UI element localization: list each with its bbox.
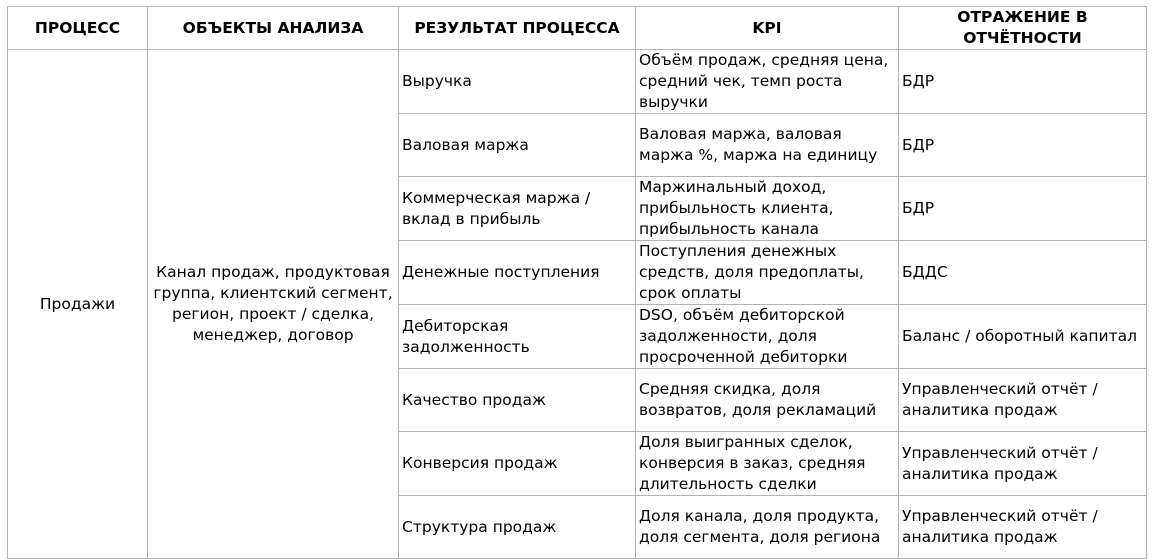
objects-cell: Канал продаж, продуктовая группа, клиентский сегмент, регион, проект / сделка, менеджер, договор xyxy=(148,50,399,559)
result-cell: Дебиторская задолженность xyxy=(399,305,636,369)
kpi-cell: Объём продаж, средняя цена, средний чек, темп роста выручки xyxy=(636,50,899,114)
report-cell: БДДС xyxy=(899,241,1147,305)
report-cell: БДР xyxy=(899,50,1147,114)
report-cell: БДР xyxy=(899,114,1147,177)
kpi-cell: Маржинальный доход, прибыльность клиента, прибыльность канала xyxy=(636,177,899,241)
report-cell: БДР xyxy=(899,177,1147,241)
header-kpi: KPI xyxy=(636,7,899,50)
header-process: ПРОЦЕСС xyxy=(8,7,148,50)
report-cell: Управленческий отчёт / аналитика продаж xyxy=(899,496,1147,559)
kpi-cell: Поступления денежных средств, доля предоплаты, срок оплаты xyxy=(636,241,899,305)
report-cell: Управленческий отчёт / аналитика продаж xyxy=(899,432,1147,496)
result-cell: Денежные поступления xyxy=(399,241,636,305)
result-cell: Выручка xyxy=(399,50,636,114)
report-cell: Управленческий отчёт / аналитика продаж xyxy=(899,369,1147,432)
header-result: РЕЗУЛЬТАТ ПРОЦЕССА xyxy=(399,7,636,50)
result-cell: Коммерческая маржа / вклад в прибыль xyxy=(399,177,636,241)
kpi-cell: Доля канала, доля продукта, доля сегмента, доля региона xyxy=(636,496,899,559)
sales-process-table xyxy=(7,6,1147,559)
kpi-cell: Средняя скидка, доля возвратов, доля рекламаций xyxy=(636,369,899,432)
result-cell: Валовая маржа xyxy=(399,114,636,177)
kpi-cell: Валовая маржа, валовая маржа %, маржа на единицу xyxy=(636,114,899,177)
result-cell: Качество продаж xyxy=(399,369,636,432)
result-cell: Структура продаж xyxy=(399,496,636,559)
header-row xyxy=(8,7,1147,50)
table-row xyxy=(8,50,1147,114)
process-cell: Продажи xyxy=(8,50,148,559)
header-objects: ОБЪЕКТЫ АНАЛИЗА xyxy=(148,7,399,50)
kpi-cell: Доля выигранных сделок, конверсия в заказ, средняя длительность сделки xyxy=(636,432,899,496)
result-cell: Конверсия продаж xyxy=(399,432,636,496)
kpi-cell: DSO, объём дебиторской задолженности, доля просроченной дебиторки xyxy=(636,305,899,369)
header-report: ОТРАЖЕНИЕ В ОТЧЁТНОСТИ xyxy=(899,7,1147,50)
report-cell: Баланс / оборотный капитал xyxy=(899,305,1147,369)
